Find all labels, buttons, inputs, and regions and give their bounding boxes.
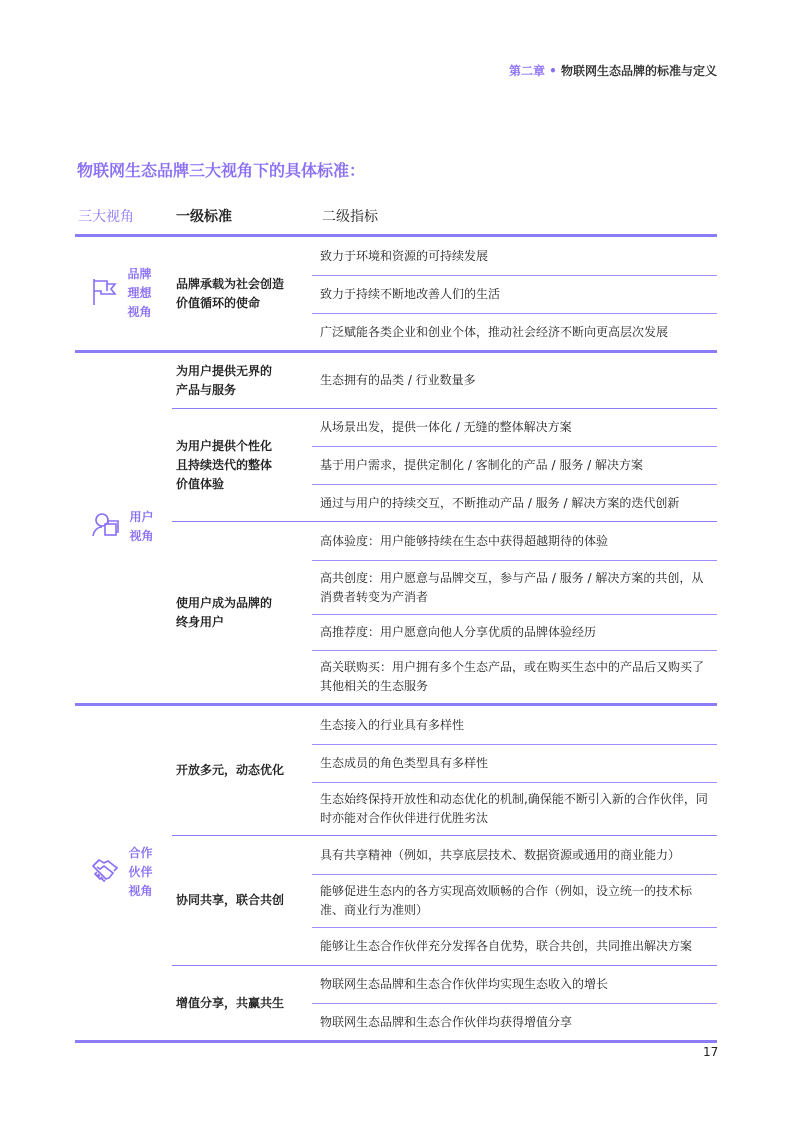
level1-standard-block [172, 521, 717, 703]
level1-standard-block [172, 965, 717, 1040]
perspective-group [75, 234, 717, 350]
running-header: 第二章 • 物联网生态品牌的标准与定义 [508, 64, 717, 78]
level2-indicator: 高体验度：用户能够持续在生态中获得超越期待的体验 [320, 533, 609, 548]
level1-standard-block [172, 835, 717, 965]
level2-indicator: 生态成员的角色类型具有多样性 [312, 744, 717, 782]
level1-standard-block [172, 408, 717, 521]
perspective-group [75, 350, 717, 703]
level1-standard: 品牌承载为社会创造 价值循环的使命 [176, 276, 285, 310]
perspective-label: 合作 伙伴 视角 [128, 845, 153, 898]
level2-indicator: 广泛赋能各类企业和创业个体，推动社会经济不断向更高层次发展 [312, 313, 717, 350]
level2-indicator: 通过与用户的持续交互，不断推动产品 / 服务 / 解决方案的迭代创新 [312, 484, 717, 521]
level2-indicator: 具有共享精神（例如，共享底层技术、数据资源或通用的商业能力） [320, 847, 681, 862]
level1-standard: 为用户提供无界的 产品与服务 [176, 363, 273, 397]
level1-standard: 为用户提供个性化 且持续迭代的整体 价值体验 [176, 438, 273, 491]
level2-indicator: 高共创度：用户愿意与品牌交互，参与产品 / 服务 / 解决方案的共创，从消费者转变为产消者 [312, 560, 717, 614]
level2-indicator: 从场景出发，提供一体化 / 无缝的整体解决方案 [320, 420, 572, 434]
flag-icon [92, 277, 118, 311]
level1-standard-block [172, 237, 717, 350]
column-header-level1: 一级标准 [176, 209, 232, 225]
level1-standard: 增值分享，共赢共生 [176, 995, 285, 1010]
level2-indicator: 致力于环境和资源的可持续发展 [320, 248, 489, 263]
level2-indicator: 能够让生态合作伙伴充分发挥各自优势，联合共创，共同推出解决方案 [312, 927, 717, 965]
level1-standard-block [172, 706, 717, 835]
level1-standard-block [172, 353, 717, 408]
level2-indicator: 高推荐度：用户愿意向他人分享优质的品牌体验经历 [312, 614, 717, 650]
section-title: 物联网生态品牌三大视角下的具体标准： [77, 161, 366, 180]
level1-standard: 开放多元，动态优化 [176, 763, 285, 777]
level1-standard: 使用户成为品牌的 终身用户 [176, 595, 273, 629]
user-icon [92, 512, 120, 542]
level2-indicator: 致力于持续不断地改善人们的生活 [312, 275, 717, 313]
standards-table [75, 234, 717, 1043]
page-number: 17 [703, 1045, 719, 1059]
level1-standard: 协同共享，联合共创 [176, 893, 285, 907]
perspective-label: 用户视角 [129, 510, 154, 543]
level2-indicator: 能够促进生态内的各方实现高效顺畅的合作（例如，设立统一的技术标准、商业行为准则） [312, 874, 717, 927]
level2-indicator: 生态拥有的品类 / 行业数量多 [320, 373, 476, 387]
column-header-level2: 二级指标 [322, 209, 378, 225]
level2-indicator: 生态始终保持开放性和动态优化的机制,确保能不断引入新的合作伙伴，同时亦能对合作伙伴进行优胜劣汰 [312, 782, 717, 835]
level2-indicator: 基于用户需求，提供定制化 / 客制化的产品 / 服务 / 解决方案 [312, 446, 717, 484]
level2-indicator: 物联网生态品牌和生态合作伙伴均获得增值分享 [312, 1003, 717, 1040]
level2-indicator: 高关联购买：用户拥有多个生态产品，或在购买生态中的产品后又购买了其他相关的生态服务 [312, 650, 717, 703]
perspective-group [75, 703, 717, 1043]
level2-indicator: 生态接入的行业具有多样性 [320, 717, 465, 732]
perspective-label: 品牌 理想 视角 [127, 267, 152, 319]
level2-indicator: 物联网生态品牌和生态合作伙伴均实现生态收入的增长 [320, 977, 609, 991]
handshake-icon [91, 857, 119, 887]
column-header-perspective: 三大视角 [78, 209, 134, 225]
